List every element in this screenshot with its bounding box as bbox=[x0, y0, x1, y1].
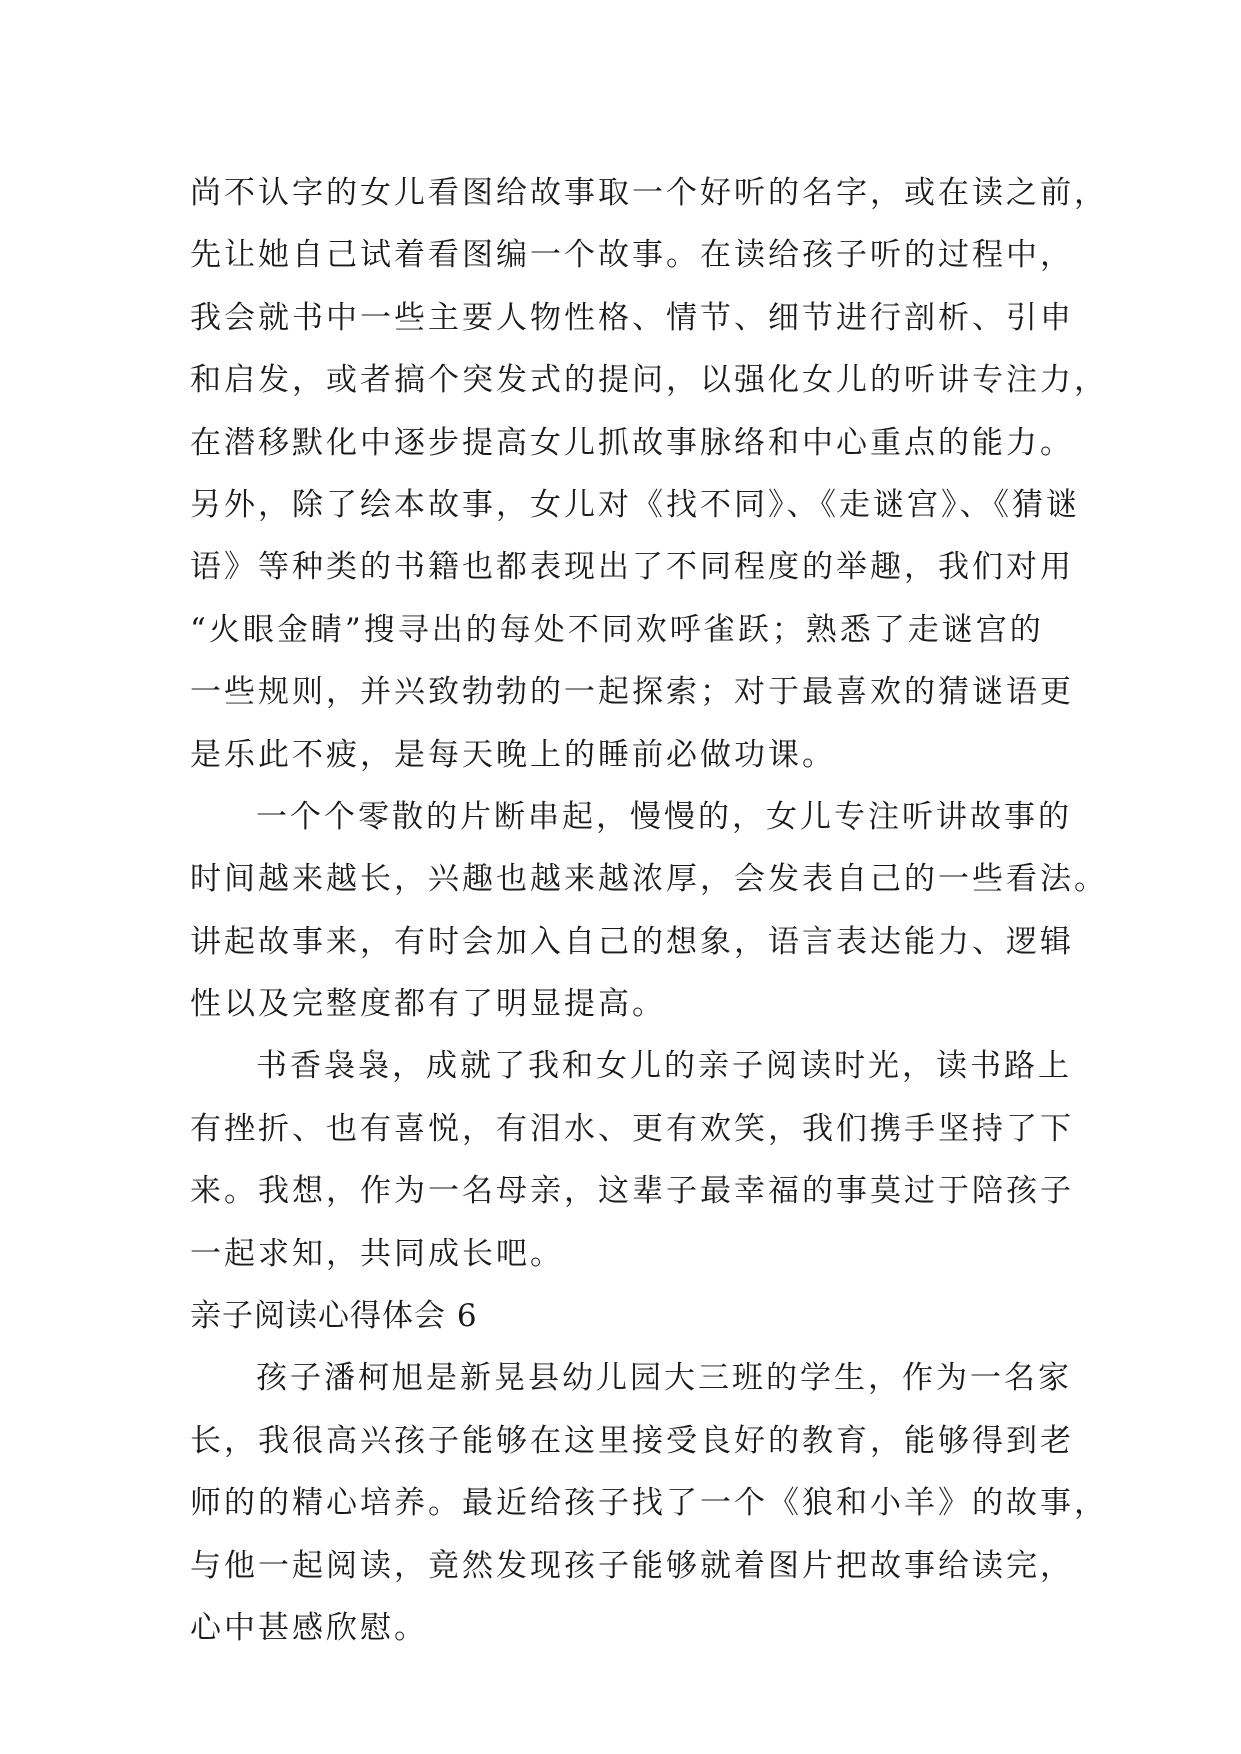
text-line: 讲起故事来，有时会加入自己的想象，语言表达能力、逻辑 bbox=[190, 923, 1074, 960]
text-line: 时间越来越长，兴趣也越来越浓厚，会发表自己的一些看法。 bbox=[190, 861, 1108, 898]
text-line: 我会就书中一些主要人物性格、情节、细节进行剖析、引申 bbox=[190, 299, 1074, 336]
text-line: “火眼金睛”搜寻出的每处不同欢呼雀跃；熟悉了走谜宫的 bbox=[190, 611, 1044, 648]
text-line: 和启发，或者搞个突发式的提问，以强化女儿的听讲专注力， bbox=[190, 362, 1108, 399]
text-line: 有挫折、也有喜悦，有泪水、更有欢笑，我们携手坚持了下 bbox=[190, 1110, 1074, 1147]
text-line: 师的的精心培养。最近给孩子找了一个《狼和小羊》的故事， bbox=[190, 1485, 1108, 1522]
text-line: 一些规则，并兴致勃勃的一起探索；对于最喜欢的猜谜语更 bbox=[190, 674, 1074, 711]
section-heading: 亲子阅读心得体会 6 bbox=[190, 1298, 478, 1335]
text-line: 在潜移默化中逐步提高女儿抓故事脉络和中心重点的能力。 bbox=[190, 424, 1074, 461]
text-line: 性以及完整度都有了明显提高。 bbox=[190, 986, 666, 1023]
text-line: 尚不认字的女儿看图给故事取一个好听的名字，或在读之前， bbox=[190, 175, 1108, 211]
paragraph-new-section bbox=[190, 1347, 1108, 1659]
text-line: 来。我想，作为一名母亲，这辈子最幸福的事莫过于陪孩子 bbox=[190, 1173, 1074, 1210]
text-line: 语》等种类的书籍也都表现出了不同程度的举趣，我们对用 bbox=[190, 549, 1074, 586]
text-line: 心中甚感欣慰。 bbox=[190, 1609, 428, 1646]
paragraph-conclusion bbox=[190, 1035, 1074, 1285]
text-line: 先让她自己试着看图编一个故事。在读给孩子听的过程中， bbox=[190, 237, 1074, 274]
document-body bbox=[190, 162, 1108, 1659]
text-line: 是乐此不疲，是每天晚上的睡前必做功课。 bbox=[190, 736, 836, 773]
text-line: 书香袅袅，成就了我和女儿的亲子阅读时光，读书路上 bbox=[256, 1048, 1072, 1085]
text-line: 另外，除了绘本故事，女儿对《找不同》、《走谜宫》、《猜谜 bbox=[190, 486, 1080, 523]
text-line: 一个个零散的片断串起，慢慢的，女儿专注听讲故事的 bbox=[256, 798, 1072, 835]
text-line: 一起求知，共同成长吧。 bbox=[190, 1235, 564, 1272]
text-line: 与他一起阅读，竟然发现孩子能够就着图片把故事给读完， bbox=[190, 1547, 1074, 1584]
text-line: 孩子潘柯旭是新晃县幼儿园大三班的学生，作为一名家 bbox=[256, 1360, 1072, 1397]
paragraph-continued bbox=[190, 162, 1108, 786]
text-line: 长，我很高兴孩子能够在这里接受良好的教育，能够得到老 bbox=[190, 1422, 1074, 1459]
paragraph-reading-progress bbox=[190, 786, 1108, 1036]
